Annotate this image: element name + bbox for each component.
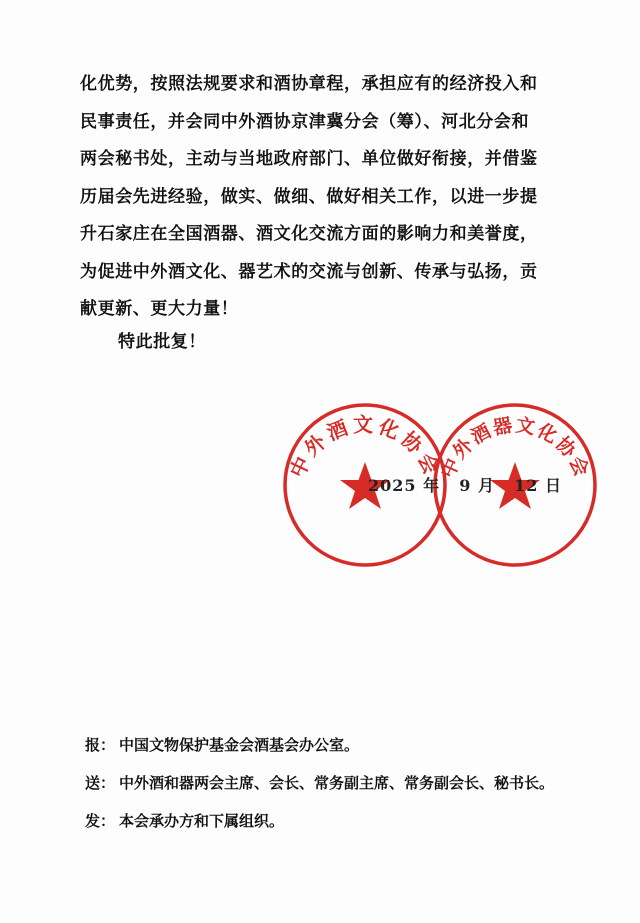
body-line: 民事责任，并会同中外酒协京津冀分会（筹）、河北分会和: [80, 111, 530, 132]
distribution-label: 发：: [85, 812, 116, 830]
distribution-text: 本会承办方和下属组织。: [119, 812, 285, 830]
body-line: 升石家庄在全国酒器、酒文化交流方面的影响力和美誉度，: [80, 224, 538, 244]
date-month: 9: [459, 476, 472, 495]
distribution-report: [85, 726, 615, 764]
distribution-text: 中国文物保护基金会酒基会办公室。: [119, 736, 360, 754]
distribution-label: 送：: [85, 774, 116, 792]
date-year-unit: 年: [423, 476, 441, 495]
distribution-issue: [85, 802, 615, 840]
date-year: 2025: [368, 476, 417, 495]
distribution-list: [85, 726, 615, 840]
seal-text: 中外酒器文化协会: [436, 414, 594, 482]
body-line: 化优势，按照法规要求和酒协章程，承担应有的经济投入和: [80, 74, 538, 94]
body-line: 历届会先进经验，做实、做细、做好相关工作，以进一步提: [80, 186, 538, 207]
body-line: 为促进中外酒文化、器艺术的交流与创新、传承与弘扬，贡: [80, 261, 538, 282]
closing-remark: 特此批复！: [118, 332, 206, 352]
seal-text: 中外酒文化协会: [284, 412, 446, 482]
issue-date: [368, 472, 562, 500]
date-day-unit: 日: [545, 476, 563, 495]
body-line: 献更新、更大力量！: [80, 299, 239, 319]
distribution-text: 中外酒和器两会主席、会长、常务副主席、常务副会长、秘书长。: [119, 774, 555, 792]
date-month-unit: 月: [478, 476, 496, 495]
body-line: 两会秘书处，主动与当地政府部门、单位做好衔接，并借鉴: [80, 149, 538, 169]
body-text: [80, 66, 580, 329]
distribution-send: [85, 764, 615, 802]
date-day: 12: [514, 476, 539, 495]
distribution-label: 报：: [85, 736, 116, 754]
